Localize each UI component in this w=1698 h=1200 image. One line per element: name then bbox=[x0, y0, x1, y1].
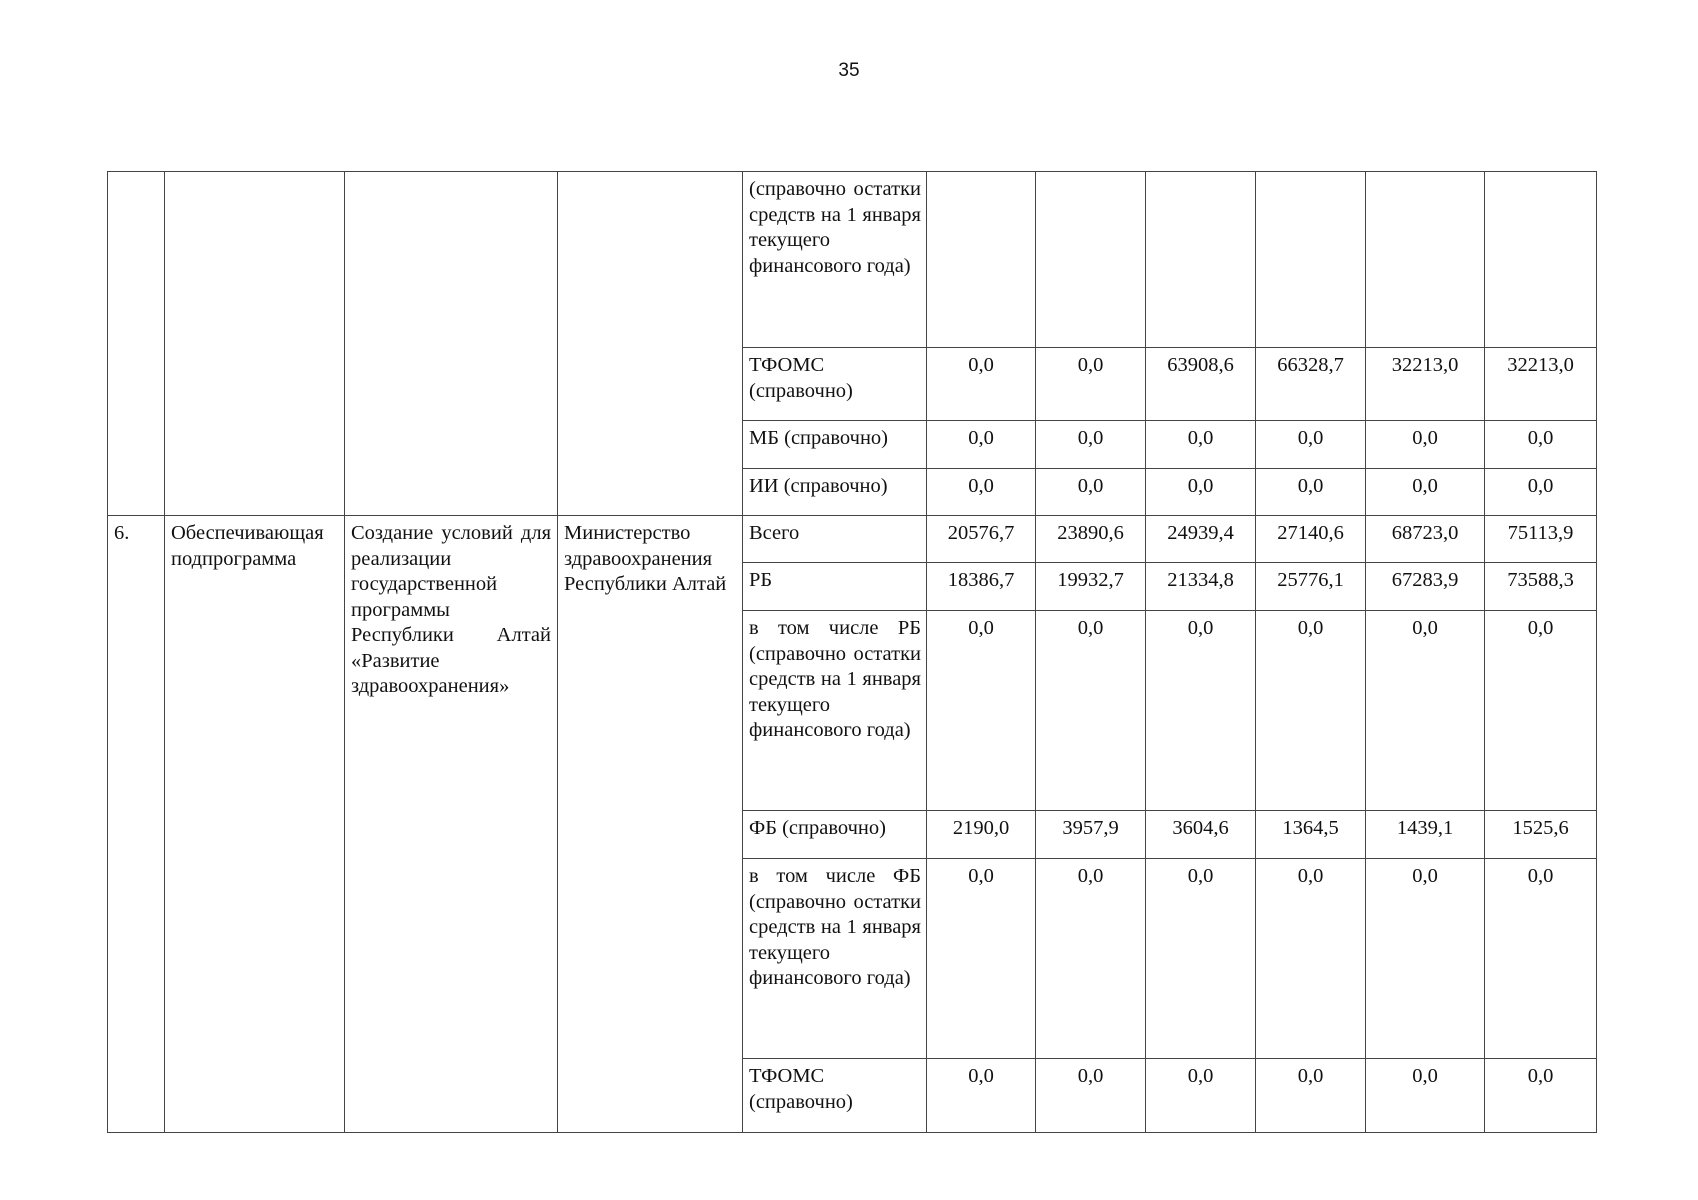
page-number: 35 bbox=[838, 60, 860, 81]
value-cell: 0,0 bbox=[1146, 611, 1256, 811]
value-cell: 0,0 bbox=[1256, 469, 1366, 516]
funding-source-cell: в том числе РБ (справочно остатки средств на 1 января текущего финансового года) bbox=[743, 611, 927, 811]
value-cell: 0,0 bbox=[927, 469, 1036, 516]
value-cell: 0,0 bbox=[1036, 1059, 1146, 1133]
funding-source-cell: ТФОМС (справочно) bbox=[743, 348, 927, 421]
value-cell: 19932,7 bbox=[1036, 563, 1146, 611]
value-cell: 68723,0 bbox=[1366, 516, 1485, 563]
value-cell: 1525,6 bbox=[1485, 811, 1597, 859]
value-cell: 0,0 bbox=[1485, 1059, 1597, 1133]
table-row bbox=[108, 516, 1597, 563]
funding-source-cell: РБ bbox=[743, 563, 927, 611]
value-cell: 32213,0 bbox=[1485, 348, 1597, 421]
value-cell: 0,0 bbox=[927, 421, 1036, 469]
name-cell-empty bbox=[165, 172, 345, 516]
value-cell: 0,0 bbox=[927, 611, 1036, 811]
value-cell: 0,0 bbox=[1036, 859, 1146, 1059]
executor-cell-empty bbox=[558, 172, 743, 516]
value-cell: 2190,0 bbox=[927, 811, 1036, 859]
subprogram-name-cell: Обеспечивающая подпрограмма bbox=[165, 516, 345, 1133]
funding-source-cell: ИИ (справочно) bbox=[743, 469, 927, 516]
value-cell: 3604,6 bbox=[1146, 811, 1256, 859]
value-cell: 0,0 bbox=[1036, 469, 1146, 516]
funding-source-cell: ФБ (справочно) bbox=[743, 811, 927, 859]
row-number-cell: 6. bbox=[108, 516, 165, 1133]
value-cell: 27140,6 bbox=[1256, 516, 1366, 563]
value-cell bbox=[1146, 172, 1256, 348]
budget-table bbox=[107, 171, 1597, 1133]
value-cell: 3957,9 bbox=[1036, 811, 1146, 859]
value-cell: 0,0 bbox=[1146, 1059, 1256, 1133]
value-cell: 0,0 bbox=[1256, 611, 1366, 811]
value-cell: 20576,7 bbox=[927, 516, 1036, 563]
value-cell: 0,0 bbox=[1036, 421, 1146, 469]
value-cell: 0,0 bbox=[927, 859, 1036, 1059]
value-cell: 0,0 bbox=[1146, 859, 1256, 1059]
value-cell: 0,0 bbox=[1256, 859, 1366, 1059]
value-cell: 0,0 bbox=[1366, 859, 1485, 1059]
subprogram-goal-cell: Создание условий для реализации государственной программы Республики Алтай «Развитие здравоохранения» bbox=[345, 516, 558, 1133]
funding-source-cell: Всего bbox=[743, 516, 927, 563]
value-cell bbox=[927, 172, 1036, 348]
value-cell: 23890,6 bbox=[1036, 516, 1146, 563]
value-cell: 67283,9 bbox=[1366, 563, 1485, 611]
table-row bbox=[108, 172, 1597, 348]
value-cell: 66328,7 bbox=[1256, 348, 1366, 421]
value-cell: 0,0 bbox=[1485, 421, 1597, 469]
funding-source-cell: ТФОМС (справочно) bbox=[743, 1059, 927, 1133]
value-cell: 0,0 bbox=[1366, 421, 1485, 469]
value-cell: 32213,0 bbox=[1366, 348, 1485, 421]
value-cell: 1439,1 bbox=[1366, 811, 1485, 859]
value-cell: 0,0 bbox=[1366, 469, 1485, 516]
value-cell: 73588,3 bbox=[1485, 563, 1597, 611]
value-cell bbox=[1366, 172, 1485, 348]
value-cell: 0,0 bbox=[1146, 469, 1256, 516]
value-cell: 0,0 bbox=[1485, 611, 1597, 811]
funding-source-cell: МБ (справочно) bbox=[743, 421, 927, 469]
value-cell: 0,0 bbox=[1366, 1059, 1485, 1133]
goal-cell-empty bbox=[345, 172, 558, 516]
value-cell: 0,0 bbox=[1036, 611, 1146, 811]
number-cell-empty bbox=[108, 172, 165, 516]
value-cell: 18386,7 bbox=[927, 563, 1036, 611]
value-cell: 0,0 bbox=[1256, 1059, 1366, 1133]
value-cell bbox=[1036, 172, 1146, 348]
value-cell: 0,0 bbox=[1146, 421, 1256, 469]
funding-source-cell: в том числе ФБ (справочно остатки средств на 1 января текущего финансового года) bbox=[743, 859, 927, 1059]
executor-cell: Министерство здравоохранения Республики Алтай bbox=[558, 516, 743, 1133]
value-cell: 1364,5 bbox=[1256, 811, 1366, 859]
value-cell: 0,0 bbox=[927, 1059, 1036, 1133]
value-cell: 0,0 bbox=[1036, 348, 1146, 421]
value-cell bbox=[1485, 172, 1597, 348]
value-cell: 25776,1 bbox=[1256, 563, 1366, 611]
value-cell: 0,0 bbox=[1485, 859, 1597, 1059]
value-cell: 21334,8 bbox=[1146, 563, 1256, 611]
value-cell: 75113,9 bbox=[1485, 516, 1597, 563]
value-cell: 0,0 bbox=[1366, 611, 1485, 811]
funding-source-cell: (справочно остатки средств на 1 января текущего финансового года) bbox=[743, 172, 927, 348]
value-cell bbox=[1256, 172, 1366, 348]
value-cell: 0,0 bbox=[927, 348, 1036, 421]
value-cell: 0,0 bbox=[1485, 469, 1597, 516]
value-cell: 24939,4 bbox=[1146, 516, 1256, 563]
value-cell: 0,0 bbox=[1256, 421, 1366, 469]
value-cell: 63908,6 bbox=[1146, 348, 1256, 421]
